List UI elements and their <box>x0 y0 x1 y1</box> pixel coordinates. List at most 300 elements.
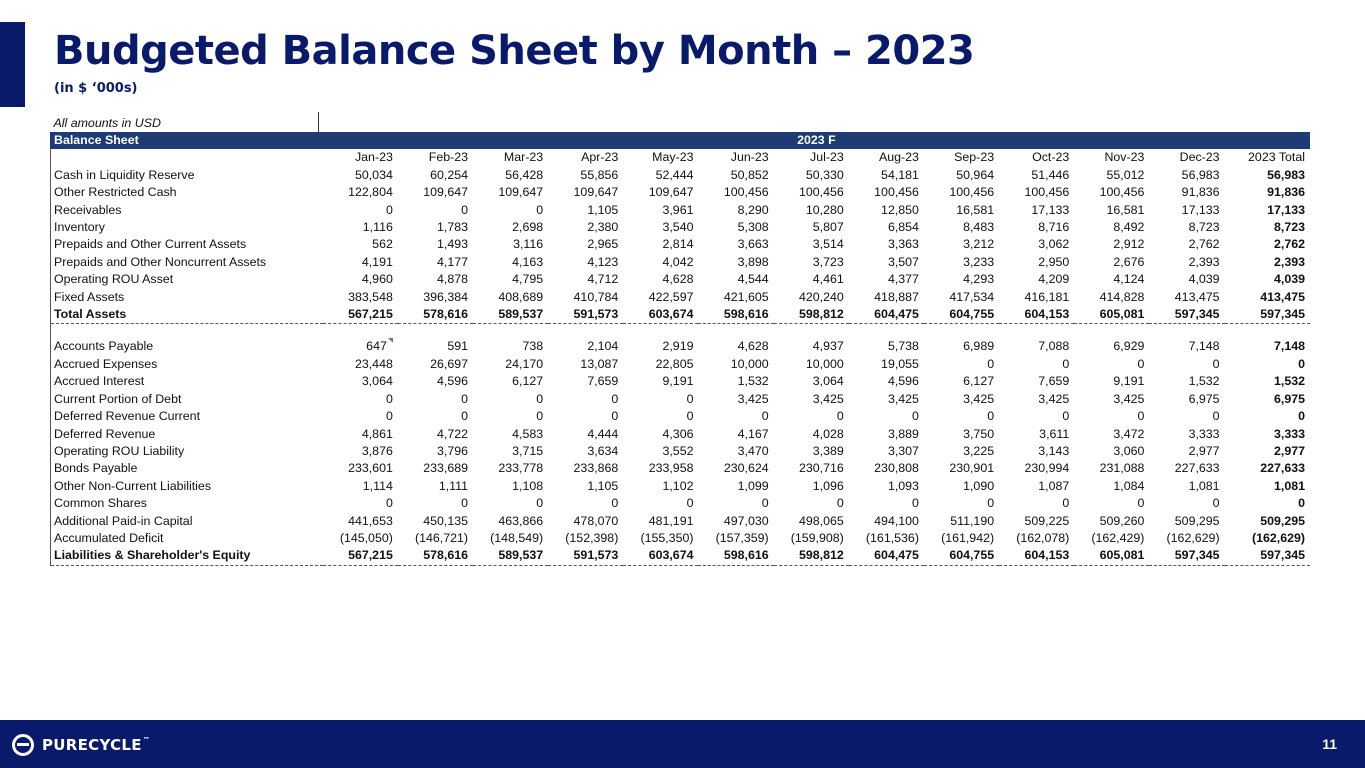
cell-value: 7,659 <box>587 374 619 389</box>
cell-value: 3,064 <box>361 374 393 389</box>
cell-value: 1,532 <box>1273 374 1305 389</box>
cell-value: 233,778 <box>498 461 544 476</box>
cell-value: 4,960 <box>361 272 393 287</box>
table-note-row <box>51 115 1311 132</box>
cell-value: 4,596 <box>887 374 919 389</box>
cell-value: 3,425 <box>887 391 919 406</box>
cell-value: 0 <box>1137 409 1145 424</box>
cell-value: 0 <box>461 496 469 511</box>
table-row <box>51 236 1311 253</box>
cell-value: 17,133 <box>1181 202 1220 217</box>
cell-value: 109,647 <box>423 185 469 200</box>
month-header: Mar-23 <box>503 150 544 165</box>
balance-sheet-table <box>50 115 1310 566</box>
cell-value: 3,363 <box>887 237 919 252</box>
cell-value: 4,628 <box>662 272 694 287</box>
cell-value: 2,676 <box>1113 254 1145 269</box>
table-row <box>51 513 1311 530</box>
cell-value: 9,191 <box>1113 374 1145 389</box>
cell-value: 4,123 <box>587 254 619 269</box>
cell-value: 3,333 <box>1273 426 1305 441</box>
cell-value: (145,050) <box>339 530 393 545</box>
cell-value: 4,461 <box>812 272 844 287</box>
cell-value: 0 <box>385 409 393 424</box>
cell-value: 578,616 <box>398 547 473 565</box>
cell-value: 3,876 <box>361 443 393 458</box>
cell-value: 417,534 <box>949 289 995 304</box>
cell-value: 1,081 <box>1273 478 1305 493</box>
cell-value: 55,856 <box>580 167 619 182</box>
cell-value: 414,828 <box>1099 289 1145 304</box>
table-row <box>51 167 1311 184</box>
cell-value: 738 <box>522 339 544 354</box>
cell-value: 233,958 <box>648 461 694 476</box>
month-header: Jul-23 <box>810 150 844 165</box>
cell-value: 2,380 <box>587 220 619 235</box>
cell-value: 0 <box>1062 409 1070 424</box>
cell-value: 598,812 <box>774 306 849 324</box>
logo <box>12 734 150 756</box>
table-row <box>51 184 1311 201</box>
cell-value: 16,581 <box>956 202 995 217</box>
month-header: 2023 Total <box>1248 150 1305 165</box>
table-row <box>51 460 1311 477</box>
cell-value: 0 <box>461 409 469 424</box>
cell-value: 0 <box>461 202 469 217</box>
cell-value: 56,428 <box>505 167 544 182</box>
table-row <box>51 271 1311 288</box>
cell-value: 4,795 <box>512 272 544 287</box>
cell-value: 1,108 <box>512 478 544 493</box>
cell-value: 3,233 <box>963 254 995 269</box>
month-header: Apr-23 <box>581 150 619 165</box>
cell-value: 1,783 <box>437 220 469 235</box>
cell-value: 3,611 <box>1039 426 1070 441</box>
cell-value: 420,240 <box>799 289 844 304</box>
cell-value: (162,629) <box>1251 530 1305 545</box>
cell-value: 6,975 <box>1273 391 1305 406</box>
cell-value: 463,866 <box>498 513 544 528</box>
cell-value: 4,191 <box>361 254 393 269</box>
cell-value: 0 <box>686 409 694 424</box>
cell-value: 2,814 <box>662 237 694 252</box>
cell-value: 52,444 <box>655 167 694 182</box>
cell-value: 10,000 <box>805 356 844 371</box>
cell-value: 589,537 <box>473 306 548 324</box>
cell-value: 4,722 <box>437 426 469 441</box>
cell-value: 509,295 <box>1174 513 1220 528</box>
cell-value: 6,929 <box>1113 339 1145 354</box>
cell-value: 1,105 <box>587 202 619 217</box>
cell-value: 509,295 <box>1260 513 1305 528</box>
cell-value: (162,429) <box>1091 530 1145 545</box>
row-label: Current Portion of Debt <box>51 391 323 408</box>
cell-value: 2,965 <box>587 237 619 252</box>
cell-value: 3,425 <box>812 391 844 406</box>
row-label: Accumulated Deficit <box>51 530 323 547</box>
cell-value: 0 <box>611 409 619 424</box>
cell-value: 5,308 <box>737 220 769 235</box>
cell-value: 8,492 <box>1113 220 1145 235</box>
cell-value: 647 <box>323 338 398 355</box>
month-header: May-23 <box>652 150 694 165</box>
cell-value: 3,540 <box>662 220 694 235</box>
cell-value: 60,254 <box>430 167 469 182</box>
cell-value: 3,507 <box>887 254 919 269</box>
cell-value: 0 <box>461 391 469 406</box>
cell-value: 2,912 <box>1113 237 1145 252</box>
cell-value: 1,532 <box>737 374 769 389</box>
cell-value: 100,456 <box>723 185 769 200</box>
cell-value: 603,674 <box>623 547 698 565</box>
row-label: Operating ROU Liability <box>51 443 323 460</box>
cell-value: 231,088 <box>1099 461 1145 476</box>
cell-value: 481,191 <box>648 513 694 528</box>
row-label: Cash in Liquidity Reserve <box>51 167 323 184</box>
footer-bar <box>0 720 1365 768</box>
section-period: 2023 F <box>323 132 1310 149</box>
cell-value: 8,723 <box>1273 220 1305 235</box>
cell-value: 3,425 <box>963 391 995 406</box>
cell-value: 5,807 <box>812 220 844 235</box>
cell-value: 10,000 <box>730 356 769 371</box>
section-header-row <box>51 132 1311 149</box>
cell-value: 4,028 <box>812 426 844 441</box>
cell-value: 4,177 <box>437 254 469 269</box>
cell-value: 578,616 <box>398 306 473 324</box>
cell-value: 19,055 <box>881 356 919 371</box>
page-title: Budgeted Balance Sheet by Month – 2023 <box>54 28 975 74</box>
cell-value: 3,116 <box>513 237 544 252</box>
cell-value: 0 <box>836 496 844 511</box>
cell-value: 3,796 <box>437 443 469 458</box>
cell-value: 3,889 <box>887 426 919 441</box>
cell-value: (146,721) <box>414 530 469 545</box>
cell-value: 2,950 <box>1038 254 1070 269</box>
cell-value: 0 <box>686 496 694 511</box>
month-header: Dec-23 <box>1179 150 1220 165</box>
cell-value: (162,078) <box>1016 530 1070 545</box>
cell-value: 122,804 <box>348 185 393 200</box>
cell-value: 4,712 <box>587 272 619 287</box>
row-label: Deferred Revenue Current <box>51 408 323 425</box>
cell-value: 4,937 <box>812 339 844 354</box>
cell-value: 6,854 <box>887 220 919 235</box>
cell-value: 413,475 <box>1174 289 1220 304</box>
cell-value: 597,345 <box>1225 547 1310 565</box>
cell-value: 509,260 <box>1099 513 1145 528</box>
cell-value: 109,647 <box>498 185 544 200</box>
cell-value: 8,716 <box>1038 220 1070 235</box>
cell-value: (155,350) <box>640 530 694 545</box>
cell-value: 13,087 <box>580 356 619 371</box>
cell-value: 3,389 <box>812 443 844 458</box>
cell-value: 0 <box>1212 356 1220 371</box>
cell-value: 589,537 <box>473 547 548 565</box>
cell-value: 3,898 <box>737 254 769 269</box>
cell-value: 562 <box>372 237 393 252</box>
month-header: Aug-23 <box>878 150 919 165</box>
cell-value: 7,148 <box>1273 339 1305 354</box>
cell-value: 10,280 <box>805 202 844 217</box>
cell-value: 109,647 <box>648 185 694 200</box>
month-header: Oct-23 <box>1032 150 1070 165</box>
cell-value: (152,398) <box>565 530 619 545</box>
cell-value: 3,514 <box>812 237 844 252</box>
cell-value: 4,163 <box>512 254 544 269</box>
month-header-row <box>51 149 1311 166</box>
cell-value: 6,989 <box>963 339 995 354</box>
cell-value: 604,153 <box>999 306 1074 324</box>
cell-value: 396,384 <box>423 289 469 304</box>
cell-value: 478,070 <box>573 513 619 528</box>
cell-value: 418,887 <box>874 289 919 304</box>
row-label: Inventory <box>51 219 323 236</box>
cell-value: 4,444 <box>587 426 619 441</box>
cell-value: 1,493 <box>437 237 469 252</box>
cell-value: 7,659 <box>1038 374 1070 389</box>
cell-value: 22,805 <box>655 356 694 371</box>
cell-value: (148,549) <box>490 530 544 545</box>
purecycle-logo-icon <box>12 734 34 756</box>
month-header: Jan-23 <box>354 150 393 165</box>
cell-value: (157,359) <box>715 530 769 545</box>
cell-value: 7,088 <box>1038 339 1070 354</box>
cell-value: 0 <box>987 409 995 424</box>
table-row <box>51 391 1311 408</box>
cell-value: 26,697 <box>430 356 469 371</box>
cell-value: 597,345 <box>1225 306 1310 324</box>
row-label: Prepaids and Other Noncurrent Assets <box>51 254 323 271</box>
row-label: Fixed Assets <box>51 289 323 306</box>
cell-value: 0 <box>536 496 544 511</box>
cell-value: 591 <box>447 339 469 354</box>
table-row <box>51 289 1311 306</box>
total-row <box>51 547 1311 565</box>
cell-value: 441,653 <box>348 513 393 528</box>
cell-value: 0 <box>1298 496 1305 511</box>
cell-value: 1,102 <box>662 478 694 493</box>
cell-value: 3,750 <box>963 426 995 441</box>
cell-value: 4,039 <box>1273 272 1305 287</box>
cell-value: 8,483 <box>963 220 995 235</box>
cell-value: 0 <box>1062 356 1070 371</box>
cell-value: 1,087 <box>1038 478 1070 493</box>
cell-value: 24,170 <box>505 356 544 371</box>
cell-value: 598,616 <box>698 547 773 565</box>
cell-value: 511,190 <box>950 513 995 528</box>
cell-value: 4,039 <box>1188 272 1220 287</box>
cell-value: 3,723 <box>812 254 844 269</box>
cell-value: 0 <box>385 391 393 406</box>
cell-value: 50,330 <box>805 167 844 182</box>
cell-value: 56,983 <box>1267 167 1305 182</box>
cell-value: 0 <box>611 391 619 406</box>
cell-value: 408,689 <box>498 289 544 304</box>
cell-value: 4,042 <box>662 254 694 269</box>
cell-value: 233,868 <box>573 461 619 476</box>
cell-value: 0 <box>1212 409 1220 424</box>
cell-value: 0 <box>836 409 844 424</box>
cell-value: 3,064 <box>812 374 844 389</box>
cell-value: 383,548 <box>348 289 393 304</box>
amounts-note: All amounts in USD <box>53 116 161 130</box>
cell-value: 100,456 <box>799 185 844 200</box>
row-label: Prepaids and Other Current Assets <box>51 236 323 253</box>
cell-value: 0 <box>536 391 544 406</box>
cell-value: 450,135 <box>423 513 469 528</box>
cell-value: 0 <box>686 391 694 406</box>
cell-value: 1,081 <box>1188 478 1220 493</box>
cell-value: 100,456 <box>874 185 919 200</box>
cell-value: 604,755 <box>924 547 999 565</box>
cell-value: 591,573 <box>548 547 623 565</box>
row-label: Other Restricted Cash <box>51 184 323 201</box>
cell-value: 605,081 <box>1074 306 1149 324</box>
month-header: Nov-23 <box>1104 150 1145 165</box>
table-row <box>51 426 1311 443</box>
cell-value: 3,715 <box>512 443 544 458</box>
cell-value: 227,633 <box>1260 461 1305 476</box>
cell-value: 497,030 <box>723 513 769 528</box>
cell-value: 4,377 <box>887 272 919 287</box>
cell-value: 230,994 <box>1024 461 1070 476</box>
cell-value: 233,689 <box>423 461 469 476</box>
cell-value: 0 <box>1137 356 1145 371</box>
cell-value: 2,104 <box>587 339 619 354</box>
cell-value: 17,133 <box>1031 202 1070 217</box>
cell-value: 16,581 <box>1106 202 1145 217</box>
cell-value: 494,100 <box>874 513 919 528</box>
cell-value: 6,127 <box>963 374 995 389</box>
month-header: Jun-23 <box>730 150 769 165</box>
cell-value: 604,153 <box>999 547 1074 565</box>
cell-value: 3,062 <box>1038 237 1070 252</box>
cell-value: 5,738 <box>887 339 919 354</box>
cell-value: 7,148 <box>1188 339 1220 354</box>
comment-flag-icon[interactable] <box>388 338 393 343</box>
cell-value: 0 <box>611 496 619 511</box>
cell-value: 4,293 <box>963 272 995 287</box>
cell-value: 4,306 <box>662 426 694 441</box>
cell-value: 498,065 <box>799 513 844 528</box>
cell-value: 1,093 <box>887 478 919 493</box>
cell-value: 0 <box>761 496 769 511</box>
cell-value: 100,456 <box>1024 185 1070 200</box>
table-row <box>51 443 1311 460</box>
cell-value: 2,919 <box>662 339 694 354</box>
cell-value: 0 <box>987 356 995 371</box>
cell-value: 4,583 <box>512 426 544 441</box>
cell-value: 1,116 <box>362 220 393 235</box>
row-label: Bonds Payable <box>51 460 323 477</box>
cell-value: 3,333 <box>1188 426 1220 441</box>
cell-value: 17,133 <box>1267 202 1305 217</box>
cell-value: 2,977 <box>1273 443 1305 458</box>
row-label: Common Shares <box>51 495 323 512</box>
cell-value: 3,472 <box>1113 426 1145 441</box>
cell-value: 1,090 <box>963 478 995 493</box>
cell-value: 2,393 <box>1188 254 1220 269</box>
cell-value: 416,181 <box>1024 289 1070 304</box>
cell-value: 567,215 <box>323 306 398 324</box>
cell-value: 4,209 <box>1038 272 1070 287</box>
cell-value: 54,181 <box>881 167 919 182</box>
cell-value: 91,836 <box>1267 185 1305 200</box>
table-row <box>51 478 1311 495</box>
table-row <box>51 530 1311 547</box>
cell-value: (159,908) <box>790 530 844 545</box>
row-label: Deferred Revenue <box>51 426 323 443</box>
cell-value: 0 <box>761 409 769 424</box>
cell-value: 109,647 <box>573 185 619 200</box>
table-row <box>51 338 1311 355</box>
cell-value: 2,393 <box>1273 254 1305 269</box>
row-label: Accrued Expenses <box>51 356 323 373</box>
cell-value: 4,124 <box>1113 272 1145 287</box>
page-subtitle: (in $ ‘000s) <box>54 81 138 96</box>
cell-value: 0 <box>1212 496 1220 511</box>
cell-value: 1,105 <box>587 478 619 493</box>
cell-value: 567,215 <box>323 547 398 565</box>
cell-value: 3,143 <box>1038 443 1070 458</box>
total-row <box>51 306 1311 324</box>
page-number: 11 <box>1322 736 1337 752</box>
cell-value: 591,573 <box>548 306 623 324</box>
balance-sheet-table-container <box>50 115 1310 566</box>
cell-value: 3,212 <box>963 237 995 252</box>
cell-value: 8,290 <box>737 202 769 217</box>
cell-value: 6,127 <box>512 374 544 389</box>
cell-value: 0 <box>1062 496 1070 511</box>
cell-value: 0 <box>385 496 393 511</box>
cell-value: 1,096 <box>812 478 844 493</box>
row-label: Total Assets <box>51 306 323 324</box>
cell-value: 410,784 <box>573 289 619 304</box>
table-row <box>51 254 1311 271</box>
cell-value: 1,114 <box>362 478 393 493</box>
cell-value: 3,663 <box>737 237 769 252</box>
cell-value: 1,111 <box>438 478 469 493</box>
cell-value: 100,456 <box>1099 185 1145 200</box>
cell-value: 413,475 <box>1260 289 1305 304</box>
cell-value: 23,448 <box>354 356 393 371</box>
spacer-row <box>51 324 1311 339</box>
cell-value: (162,629) <box>1166 530 1220 545</box>
cell-value: 597,345 <box>1149 547 1224 565</box>
table-row <box>51 356 1311 373</box>
cell-value: 230,624 <box>723 461 769 476</box>
cell-value: 4,628 <box>737 339 769 354</box>
cell-value: 597,345 <box>1149 306 1224 324</box>
row-label: Liabilities & Shareholder's Equity <box>51 547 323 565</box>
table-row <box>51 373 1311 390</box>
cell-value: 422,597 <box>648 289 694 304</box>
cell-value: 6,975 <box>1188 391 1220 406</box>
cell-value: 12,850 <box>881 202 919 217</box>
cell-value: 509,225 <box>1024 513 1070 528</box>
cell-value: 604,475 <box>849 306 924 324</box>
cell-value: 227,633 <box>1174 461 1220 476</box>
cell-value: 3,961 <box>662 202 694 217</box>
cell-value: 9,191 <box>662 374 694 389</box>
cell-value: 3,060 <box>1113 443 1145 458</box>
cell-value: 0 <box>1137 496 1145 511</box>
cell-value: 0 <box>1298 356 1305 371</box>
cell-value: 604,475 <box>849 547 924 565</box>
cell-value: 603,674 <box>623 306 698 324</box>
cell-value: 4,878 <box>437 272 469 287</box>
